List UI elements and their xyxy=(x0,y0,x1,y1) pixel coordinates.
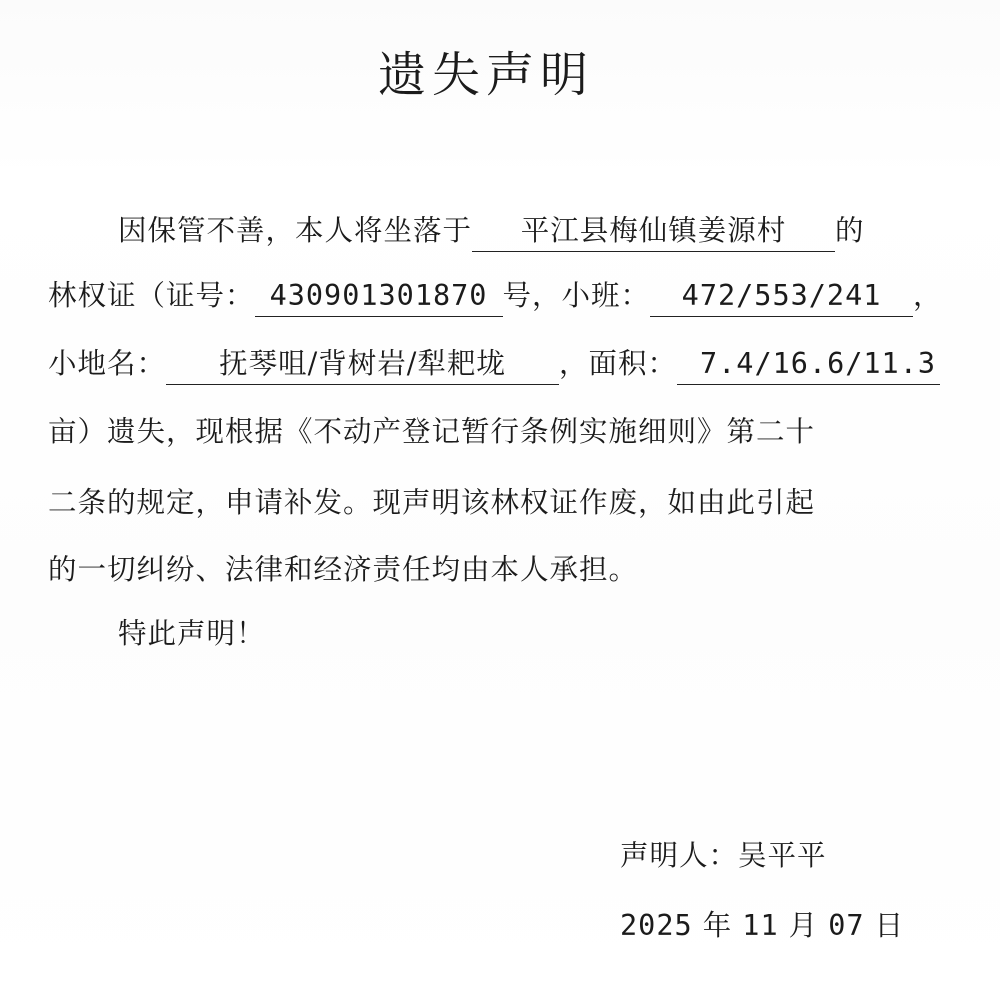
closing-statement: 特此声明！ xyxy=(118,617,266,650)
date-year-unit: 年 xyxy=(702,909,733,942)
date-day: 07 xyxy=(828,909,865,942)
paragraph-line-3 xyxy=(48,340,938,388)
place-name-field: 抚琴咀/背树岩/犁耙垅 xyxy=(166,344,559,385)
line2-mid: 号，小班： xyxy=(502,279,651,312)
signatory-name: 吴平平 xyxy=(738,839,827,872)
page-title: 遗失声明 xyxy=(377,47,594,103)
date-month-unit: 月 xyxy=(788,909,819,942)
line2-prefix: 林权证（证号： xyxy=(48,279,255,312)
paragraph-line-6: 的一切纠纷、法律和经济责任均由本人承担。 xyxy=(48,553,639,586)
date-month: 11 xyxy=(742,909,779,942)
location-field: 平江县梅仙镇姜源村 xyxy=(472,211,835,252)
paragraph-line-1 xyxy=(118,207,938,255)
line2-suffix: ， xyxy=(913,279,943,312)
certificate-number-field: 430901301870 xyxy=(255,276,503,317)
signature-label: 声明人： xyxy=(620,839,739,872)
line3-mid: ，面积： xyxy=(559,347,678,380)
paragraph-line-4: 亩）遗失，现根据《不动产登记暂行条例实施细则》第二十 xyxy=(48,415,816,448)
line1-prefix: 因保管不善，本人将坐落于 xyxy=(118,214,473,247)
line1-suffix: 的 xyxy=(835,214,865,247)
paragraph-line-2 xyxy=(48,272,943,320)
date-day-unit: 日 xyxy=(874,909,905,942)
line3-prefix: 小地名： xyxy=(48,347,167,380)
area-field: 7.4/16.6/11.3 xyxy=(677,344,940,385)
date-line xyxy=(620,902,904,950)
signature-line xyxy=(620,832,827,880)
date-year: 2025 xyxy=(620,909,693,942)
sub-class-field: 472/553/241 xyxy=(650,276,913,317)
paragraph-line-5: 二条的规定，申请补发。现声明该林权证作废，如由此引起 xyxy=(48,486,816,519)
